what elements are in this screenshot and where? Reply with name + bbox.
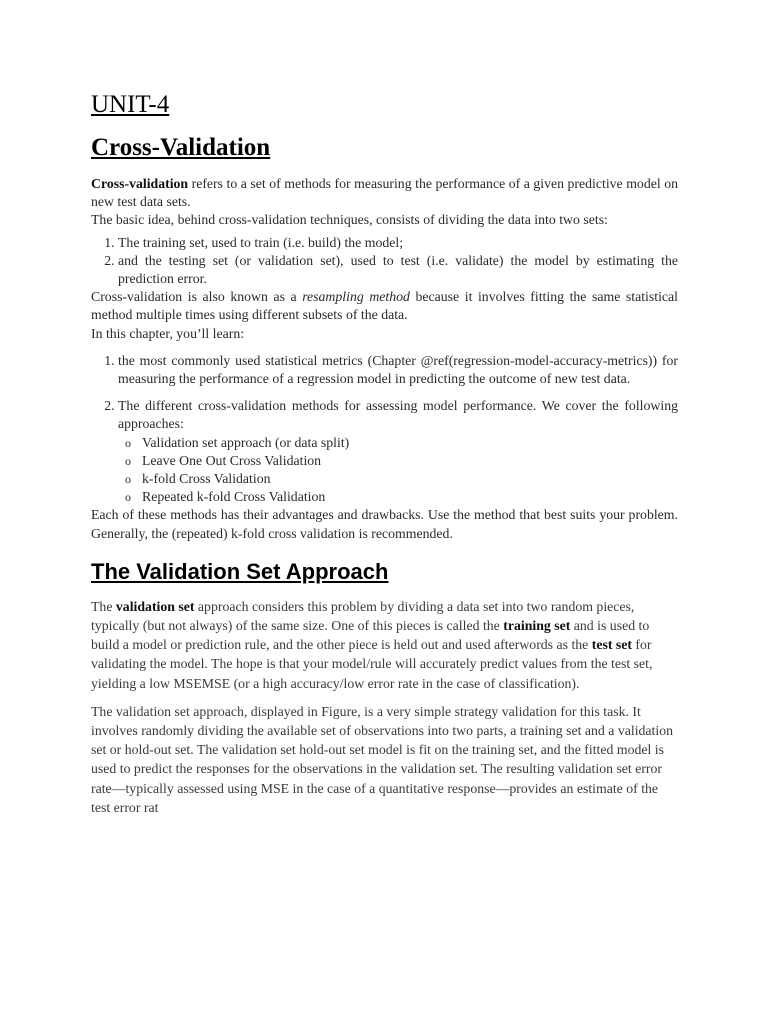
cross-validation-heading: Cross-Validation [91,134,271,161]
intro-paragraph: Cross-validation refers to a set of methods for measuring the performance of a given predictive model on new test data sets. [91,176,678,210]
list-item: 1. the most commonly used statistical metrics (Chapter @ref(regression-model-accuracy-metrics)) for measuring the performance of a regression model in predicting the outcome of new test data. [118,352,678,388]
validation-set-heading: The Validation Set Approach [91,558,389,584]
list-item: 2. and the testing set (or validation set), used to test (i.e. validate) the model by estimating the prediction error. [118,252,678,288]
approach-item: o Leave One Out Cross Validation [125,452,678,470]
learn-intro: In this chapter, you’ll learn: [91,325,245,341]
list-item: 1. The training set, used to train (i.e. build) the model; [118,234,678,252]
validation-set-paragraph: The validation set approach considers this problem by dividing a data set into two random pieces, typically (but not always) of the same size. One of this pieces is called the training set and is used to build a model or prediction rule, and the other piece is held out and used afterwords as the test set for validating the model. The hope is that your model/rule will accurately predict values from the test set, yielding a low MSEMSE (or a high accuracy/low error rate in the case of classification). [91,598,653,691]
basic-idea-paragraph: The basic idea, behind cross-validation techniques, consists of dividing the data into two sets: [91,212,608,228]
advantages-paragraph: Each of these methods has their advantages and drawbacks. Use the method that best suits your problem. Generally, the (repeated) k-fold cross validation is recommended. [91,507,678,541]
bullet-icon: o [125,490,131,505]
list-item: 2. The different cross-validation methods for assessing model performance. We cover the following approaches: o Validation set approach (or data split) o Leave One Out Cross Validation o k-fold Cross Validation o Repeated k-fold Cross Validation [118,397,678,506]
approach-item: o k-fold Cross Validation [125,470,678,488]
approach-item: o Validation set approach (or data split) [125,434,678,452]
cross-validation-term: Cross-validation [91,176,189,191]
resampling-paragraph: Cross-validation is also known as a resampling method because it involves fitting the same statistical method multiple times using different subsets of the data. [91,289,679,323]
approaches-list [118,434,678,507]
resampling-term: resampling method [302,289,410,305]
approach-item: o Repeated k-fold Cross Validation [125,488,678,506]
bullet-icon: o [125,453,131,468]
bullet-icon: o [125,435,131,450]
bullet-icon: o [125,472,131,487]
document-page [91,88,678,826]
approach-description-paragraph: The validation set approach, displayed in Figure, is a very simple strategy validation for this task. It involves randomly dividing the available set of observations into two parts, a training set and a validation set or hold-out set. The validation set hold-out set model is fit on the training set, and the fitted model is used to predict the responses for the observations in the validation set. The resulting validation set error rate—typically assessed using MSE in the case of a quantitative response—provides an estimate of the test error rat [91,703,674,815]
sets-list [91,234,678,289]
learn-list [91,352,678,507]
unit-title: UNIT-4 [91,91,170,118]
